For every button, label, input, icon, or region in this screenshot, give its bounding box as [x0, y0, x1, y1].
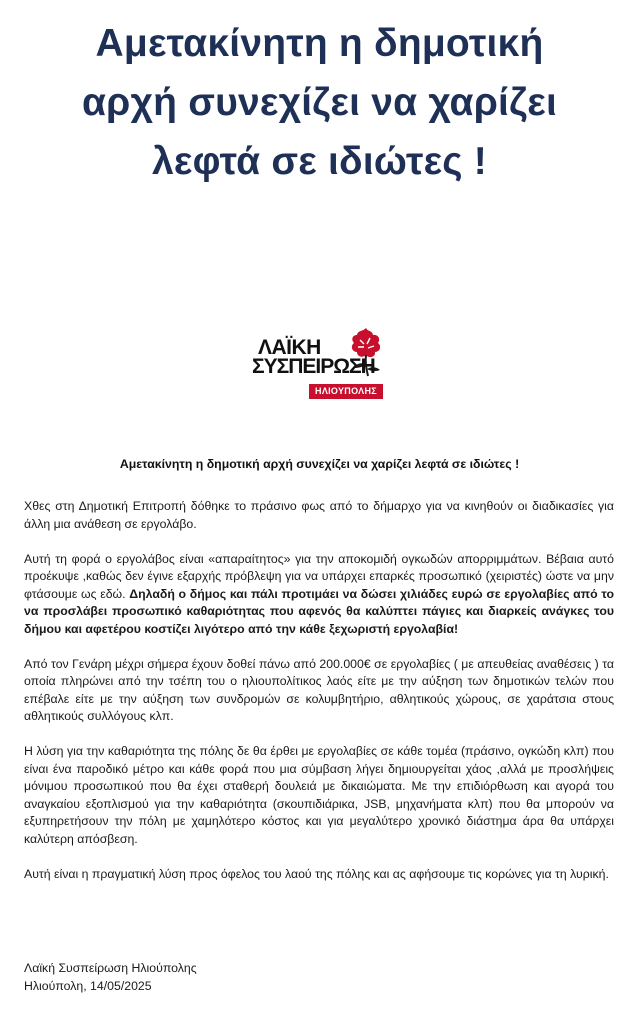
subheading: Αμετακίνητη η δημοτική αρχή συνεχίζει να χαρίζει λεφτά σε ιδιώτες !	[119, 457, 520, 471]
signature	[24, 960, 197, 995]
paragraph-2-text: Αυτή τη φορά ο εργολάβος είναι «απαραίτητος» για την αποκομιδή ογκωδών απορριμμάτων. Βέβαια αυτό προέκυψε ,καθώς δεν έγινε εξαρχής πρόβλεψη για να υπάρχει επαρκές προσωπικό (χειριστές) ώστε να μην φτάσουμε ως εδώ.	[24, 551, 614, 601]
organization-logo	[252, 326, 388, 402]
paragraph-1: Χθες στη Δημοτική Επιτροπή δόθηκε το πράσινο φως από το δήμαρχο για να κινηθούν οι διαδικασίες για άλλη μια ανάθεση σε εργολάβο.	[24, 499, 614, 531]
signature-name: Λαϊκή Συσπείρωση Ηλιούπολης	[24, 961, 197, 975]
headline	[0, 14, 639, 191]
headline-line-1: Αμετακίνητη η δημοτική	[95, 22, 544, 65]
logo-area-bar: ΗΛΙΟΥΠΟΛΗΣ	[309, 384, 383, 399]
paragraph-2	[24, 551, 614, 639]
signature-place-date: Ηλιούπολη, 14/05/2025	[24, 978, 152, 993]
logo-line-1: ΛΑΪΚΗ	[258, 336, 321, 359]
paragraph-4: Η λύση για την καθαριότητα της πόλης δε θα έρθει με εργολαβίες σε κάθε τομέα (πράσινο, ογκώδη κλπ) που είναι ένα παροδικό μέτρο και κάθε φορά που μια σύμβαση λήγει δημιουργείται χάος ,αλλά με προσλήψεις μόνιμου προσωπικού που θα έχει σταθερή δουλειά με δικαιώματα. Με την επιδιόρθωση και αγορά του αναγκαίου εξοπλισμού για την καθαριότητα (σκουπιδιάρικα, JSB, μηχανήματα κλπ) που θα μπορούν να εξυπηρετήσουν την πόλη με χαμηλότερο κόστος και για μεγαλύτερο χρονικό διάστημα άρα θα υπάρχει καλύτερη απόσβεση.	[24, 744, 614, 846]
headline-line-3: λεφτά σε ιδιώτες !	[152, 140, 487, 183]
logo-line-2: ΣΥΣΠΕΙΡΩΣΗ	[252, 355, 375, 378]
paragraph-5: Αυτή είναι η πραγματική λύση προς όφελος του λαού της πόλης και ας αφήσουμε τις κορώνες για τη λυρική.	[24, 866, 609, 881]
headline-line-2: αρχή συνεχίζει να χαρίζει	[82, 81, 557, 124]
paragraph-2-emphasis: Δηλαδή ο δήμος και πάλι προτιμάει να δώσει χιλιάδες ευρώ σε εργολαβίες από το να προσλάβει προσωπικό καθαριότητας που αφενός θα καλύπτει πάγιες και διαρκείς ανάγκες του δήμου και αφετέρου κοστίζει λιγότερο από την κάθε ξεχωριστή εργολαβία!	[24, 586, 614, 636]
paragraph-3: Από τον Γενάρη μέχρι σήμερα έχουν δοθεί πάνω από 200.000€ σε εργολαβίες ( με απευθείας αναθέσεις ) τα οποία πληρώνει από την τσέπη του ο ηλιουπολίτικος λαός είτε με την αύξηση των δημοτικών τελών που επέβαλε είτε με την αύξηση των συνδρομών σε κολυμβητήριο, αθλητικούς χώρους, σε χαράτσια στους αθλητικούς συλλόγους κλπ.	[24, 656, 614, 723]
article-body	[24, 498, 614, 901]
